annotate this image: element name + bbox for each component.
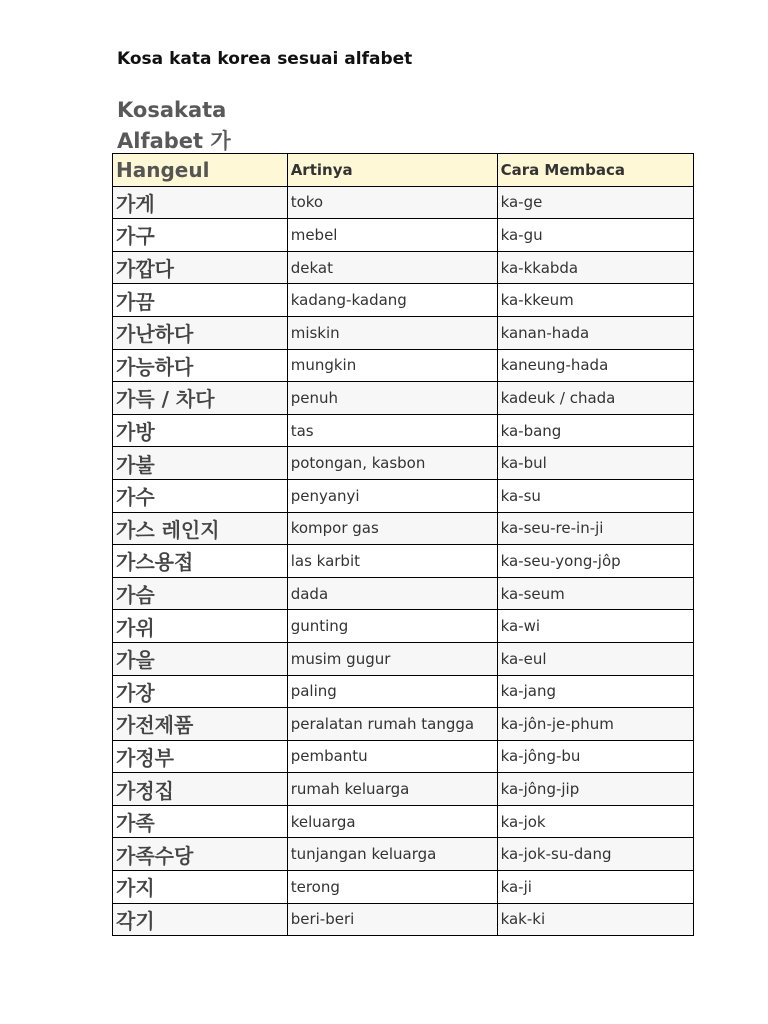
table-row bbox=[113, 642, 694, 675]
cell-cara-membaca: kak-ki bbox=[497, 903, 693, 936]
cell-artinya: penyanyi bbox=[287, 479, 497, 512]
table-row bbox=[113, 512, 694, 545]
cell-cara-membaca: ka-ji bbox=[497, 871, 693, 904]
document-title: Kosa kata korea sesuai alfabet bbox=[117, 49, 413, 69]
cell-hangeul: 가난하다 bbox=[113, 316, 288, 349]
cell-artinya: peralatan rumah tangga bbox=[287, 708, 497, 741]
table-row bbox=[113, 903, 694, 936]
cell-cara-membaca: ka-jông-jip bbox=[497, 773, 693, 806]
table-row bbox=[113, 708, 694, 741]
cell-hangeul: 가스용접 bbox=[113, 545, 288, 578]
cell-hangeul: 가끔 bbox=[113, 284, 288, 317]
cell-hangeul: 가득 / 차다 bbox=[113, 382, 288, 415]
table-row bbox=[113, 251, 694, 284]
cell-cara-membaca: ka-jang bbox=[497, 675, 693, 708]
cell-hangeul: 가을 bbox=[113, 642, 288, 675]
cell-artinya: pembantu bbox=[287, 740, 497, 773]
cell-cara-membaca: ka-su bbox=[497, 479, 693, 512]
cell-artinya: beri-beri bbox=[287, 903, 497, 936]
cell-cara-membaca: ka-jôn-je-phum bbox=[497, 708, 693, 741]
cell-hangeul: 가불 bbox=[113, 447, 288, 480]
table-row bbox=[113, 414, 694, 447]
cell-artinya: mungkin bbox=[287, 349, 497, 382]
table-row bbox=[113, 349, 694, 382]
header-artinya: Artinya bbox=[287, 154, 497, 187]
cell-hangeul: 가전제품 bbox=[113, 708, 288, 741]
table-row bbox=[113, 871, 694, 904]
table-row bbox=[113, 284, 694, 317]
header-hangeul: Hangeul bbox=[113, 154, 288, 187]
cell-cara-membaca: kanan-hada bbox=[497, 316, 693, 349]
cell-hangeul: 가슴 bbox=[113, 577, 288, 610]
cell-cara-membaca: ka-jok bbox=[497, 805, 693, 838]
section-heading-alfabet: Alfabet 가 bbox=[117, 129, 231, 153]
cell-hangeul: 가족 bbox=[113, 805, 288, 838]
cell-cara-membaca: ka-bang bbox=[497, 414, 693, 447]
cell-artinya: miskin bbox=[287, 316, 497, 349]
cell-hangeul: 가정부 bbox=[113, 740, 288, 773]
cell-artinya: dekat bbox=[287, 251, 497, 284]
cell-hangeul: 가게 bbox=[113, 186, 288, 219]
cell-artinya: potongan, kasbon bbox=[287, 447, 497, 480]
cell-cara-membaca: ka-seu-yong-jôp bbox=[497, 545, 693, 578]
cell-cara-membaca: ka-wi bbox=[497, 610, 693, 643]
table-row bbox=[113, 805, 694, 838]
cell-cara-membaca: ka-kkabda bbox=[497, 251, 693, 284]
cell-cara-membaca: ka-gu bbox=[497, 219, 693, 252]
cell-cara-membaca: ka-bul bbox=[497, 447, 693, 480]
cell-cara-membaca: ka-kkeum bbox=[497, 284, 693, 317]
table-row bbox=[113, 773, 694, 806]
cell-artinya: tas bbox=[287, 414, 497, 447]
cell-hangeul: 가능하다 bbox=[113, 349, 288, 382]
cell-cara-membaca: ka-ge bbox=[497, 186, 693, 219]
cell-hangeul: 가스 레인지 bbox=[113, 512, 288, 545]
table-header-row bbox=[113, 154, 694, 187]
table-row bbox=[113, 545, 694, 578]
cell-artinya: rumah keluarga bbox=[287, 773, 497, 806]
cell-artinya: kompor gas bbox=[287, 512, 497, 545]
cell-cara-membaca: ka-eul bbox=[497, 642, 693, 675]
section-heading-kosakata: Kosakata bbox=[117, 98, 227, 122]
cell-hangeul: 가깝다 bbox=[113, 251, 288, 284]
cell-hangeul: 가구 bbox=[113, 219, 288, 252]
table-row bbox=[113, 740, 694, 773]
table-row bbox=[113, 316, 694, 349]
cell-artinya: keluarga bbox=[287, 805, 497, 838]
cell-hangeul: 가수 bbox=[113, 479, 288, 512]
table-row bbox=[113, 219, 694, 252]
cell-artinya: paling bbox=[287, 675, 497, 708]
cell-cara-membaca: ka-seu-re-in-ji bbox=[497, 512, 693, 545]
cell-artinya: gunting bbox=[287, 610, 497, 643]
cell-hangeul: 가족수당 bbox=[113, 838, 288, 871]
cell-cara-membaca: ka-jok-su-dang bbox=[497, 838, 693, 871]
cell-artinya: dada bbox=[287, 577, 497, 610]
cell-artinya: kadang-kadang bbox=[287, 284, 497, 317]
cell-hangeul: 가장 bbox=[113, 675, 288, 708]
cell-cara-membaca: ka-seum bbox=[497, 577, 693, 610]
cell-artinya: penuh bbox=[287, 382, 497, 415]
cell-hangeul: 가지 bbox=[113, 871, 288, 904]
table-row bbox=[113, 675, 694, 708]
table-body bbox=[113, 186, 694, 936]
table-row bbox=[113, 479, 694, 512]
cell-artinya: las karbit bbox=[287, 545, 497, 578]
cell-cara-membaca: ka-jông-bu bbox=[497, 740, 693, 773]
table-row bbox=[113, 577, 694, 610]
header-cara-membaca: Cara Membaca bbox=[497, 154, 693, 187]
cell-cara-membaca: kaneung-hada bbox=[497, 349, 693, 382]
cell-hangeul: 가방 bbox=[113, 414, 288, 447]
cell-hangeul: 가정집 bbox=[113, 773, 288, 806]
cell-artinya: musim gugur bbox=[287, 642, 497, 675]
cell-artinya: terong bbox=[287, 871, 497, 904]
cell-cara-membaca: kadeuk / chada bbox=[497, 382, 693, 415]
vocabulary-table bbox=[112, 153, 694, 936]
cell-artinya: mebel bbox=[287, 219, 497, 252]
cell-artinya: tunjangan keluarga bbox=[287, 838, 497, 871]
table-row bbox=[113, 838, 694, 871]
table-row bbox=[113, 447, 694, 480]
table-row bbox=[113, 186, 694, 219]
cell-hangeul: 각기 bbox=[113, 903, 288, 936]
cell-hangeul: 가위 bbox=[113, 610, 288, 643]
table-row bbox=[113, 610, 694, 643]
cell-artinya: toko bbox=[287, 186, 497, 219]
table-row bbox=[113, 382, 694, 415]
